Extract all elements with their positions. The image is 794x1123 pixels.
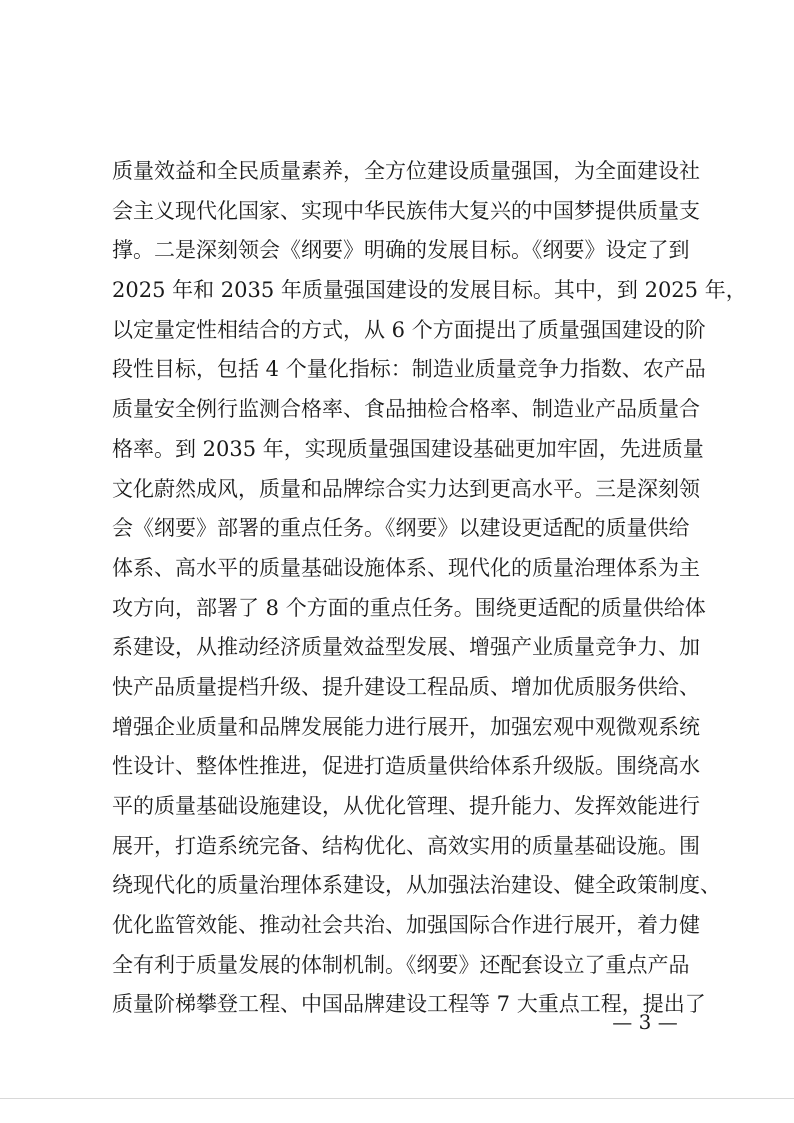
text-line: 会主义现代化国家、实现中华民族伟大复兴的中国梦提供质量支: [112, 198, 700, 223]
text-line: 以定量定性相结合的方式，从 6 个方面提出了质量强国建设的阶: [112, 317, 706, 342]
text-line: 全有利于质量发展的体制机制。《纲要》还配套设立了重点产品: [112, 952, 690, 977]
text-line: 2025 年和 2035 年质量强国建设的发展目标。其中，到 2025 年，: [112, 278, 747, 303]
text-line: 快产品质量提档升级、提升建设工程品质、增加优质服务供给、: [112, 674, 700, 699]
text-line: 质量阶梯攀登工程、中国品牌建设工程等 7 大重点工程，提出了: [112, 992, 706, 1017]
text-line: 优化监管效能、推动社会共治、加强国际合作进行展开，着力健: [112, 913, 700, 938]
text-line: 攻方向，部署了 8 个方面的重点任务。围绕更适配的质量供给体: [112, 595, 706, 620]
text-line: 会《纲要》部署的重点任务。《纲要》以建设更适配的质量供给: [112, 516, 690, 541]
text-line: 性设计、整体性推进，促进打造质量供给体系升级版。围绕高水: [112, 754, 700, 779]
text-line: 绕现代化的质量治理体系建设，从加强法治建设、健全政策制度、: [112, 873, 721, 898]
text-line: 质量安全例行监测合格率、食品抽检合格率、制造业产品质量合: [112, 397, 700, 422]
text-line: 体系、高水平的质量基础设施体系、现代化的质量治理体系为主: [112, 555, 700, 580]
text-line: 系建设，从推动经济质量效益型发展、增强产业质量竞争力、加: [112, 635, 700, 660]
text-line: 文化蔚然成风，质量和品牌综合实力达到更高水平。三是深刻领: [112, 476, 700, 501]
text-line: 撑。二是深刻领会《纲要》明确的发展目标。《纲要》设定了到: [112, 238, 690, 263]
text-line: 段性目标，包括 4 个量化指标：制造业质量竞争力指数、农产品: [112, 357, 706, 382]
scan-edge-divider: [0, 1098, 794, 1099]
page-number: — 3 —: [612, 1010, 678, 1034]
text-line: 增强企业质量和品牌发展能力进行展开，加强宏观中观微观系统: [112, 714, 700, 739]
text-line: 展开，打造系统完备、结构优化、高效实用的质量基础设施。围: [112, 833, 700, 858]
text-line: 质量效益和全民质量素养，全方位建设质量强国，为全面建设社: [112, 159, 700, 183]
text-line: 格率。到 2035 年，实现质量强国建设基础更加牢固，先进质量: [112, 436, 704, 461]
body-paragraph: [112, 152, 747, 1025]
text-line: 平的质量基础设施建设，从优化管理、提升能力、发挥效能进行: [112, 794, 700, 818]
